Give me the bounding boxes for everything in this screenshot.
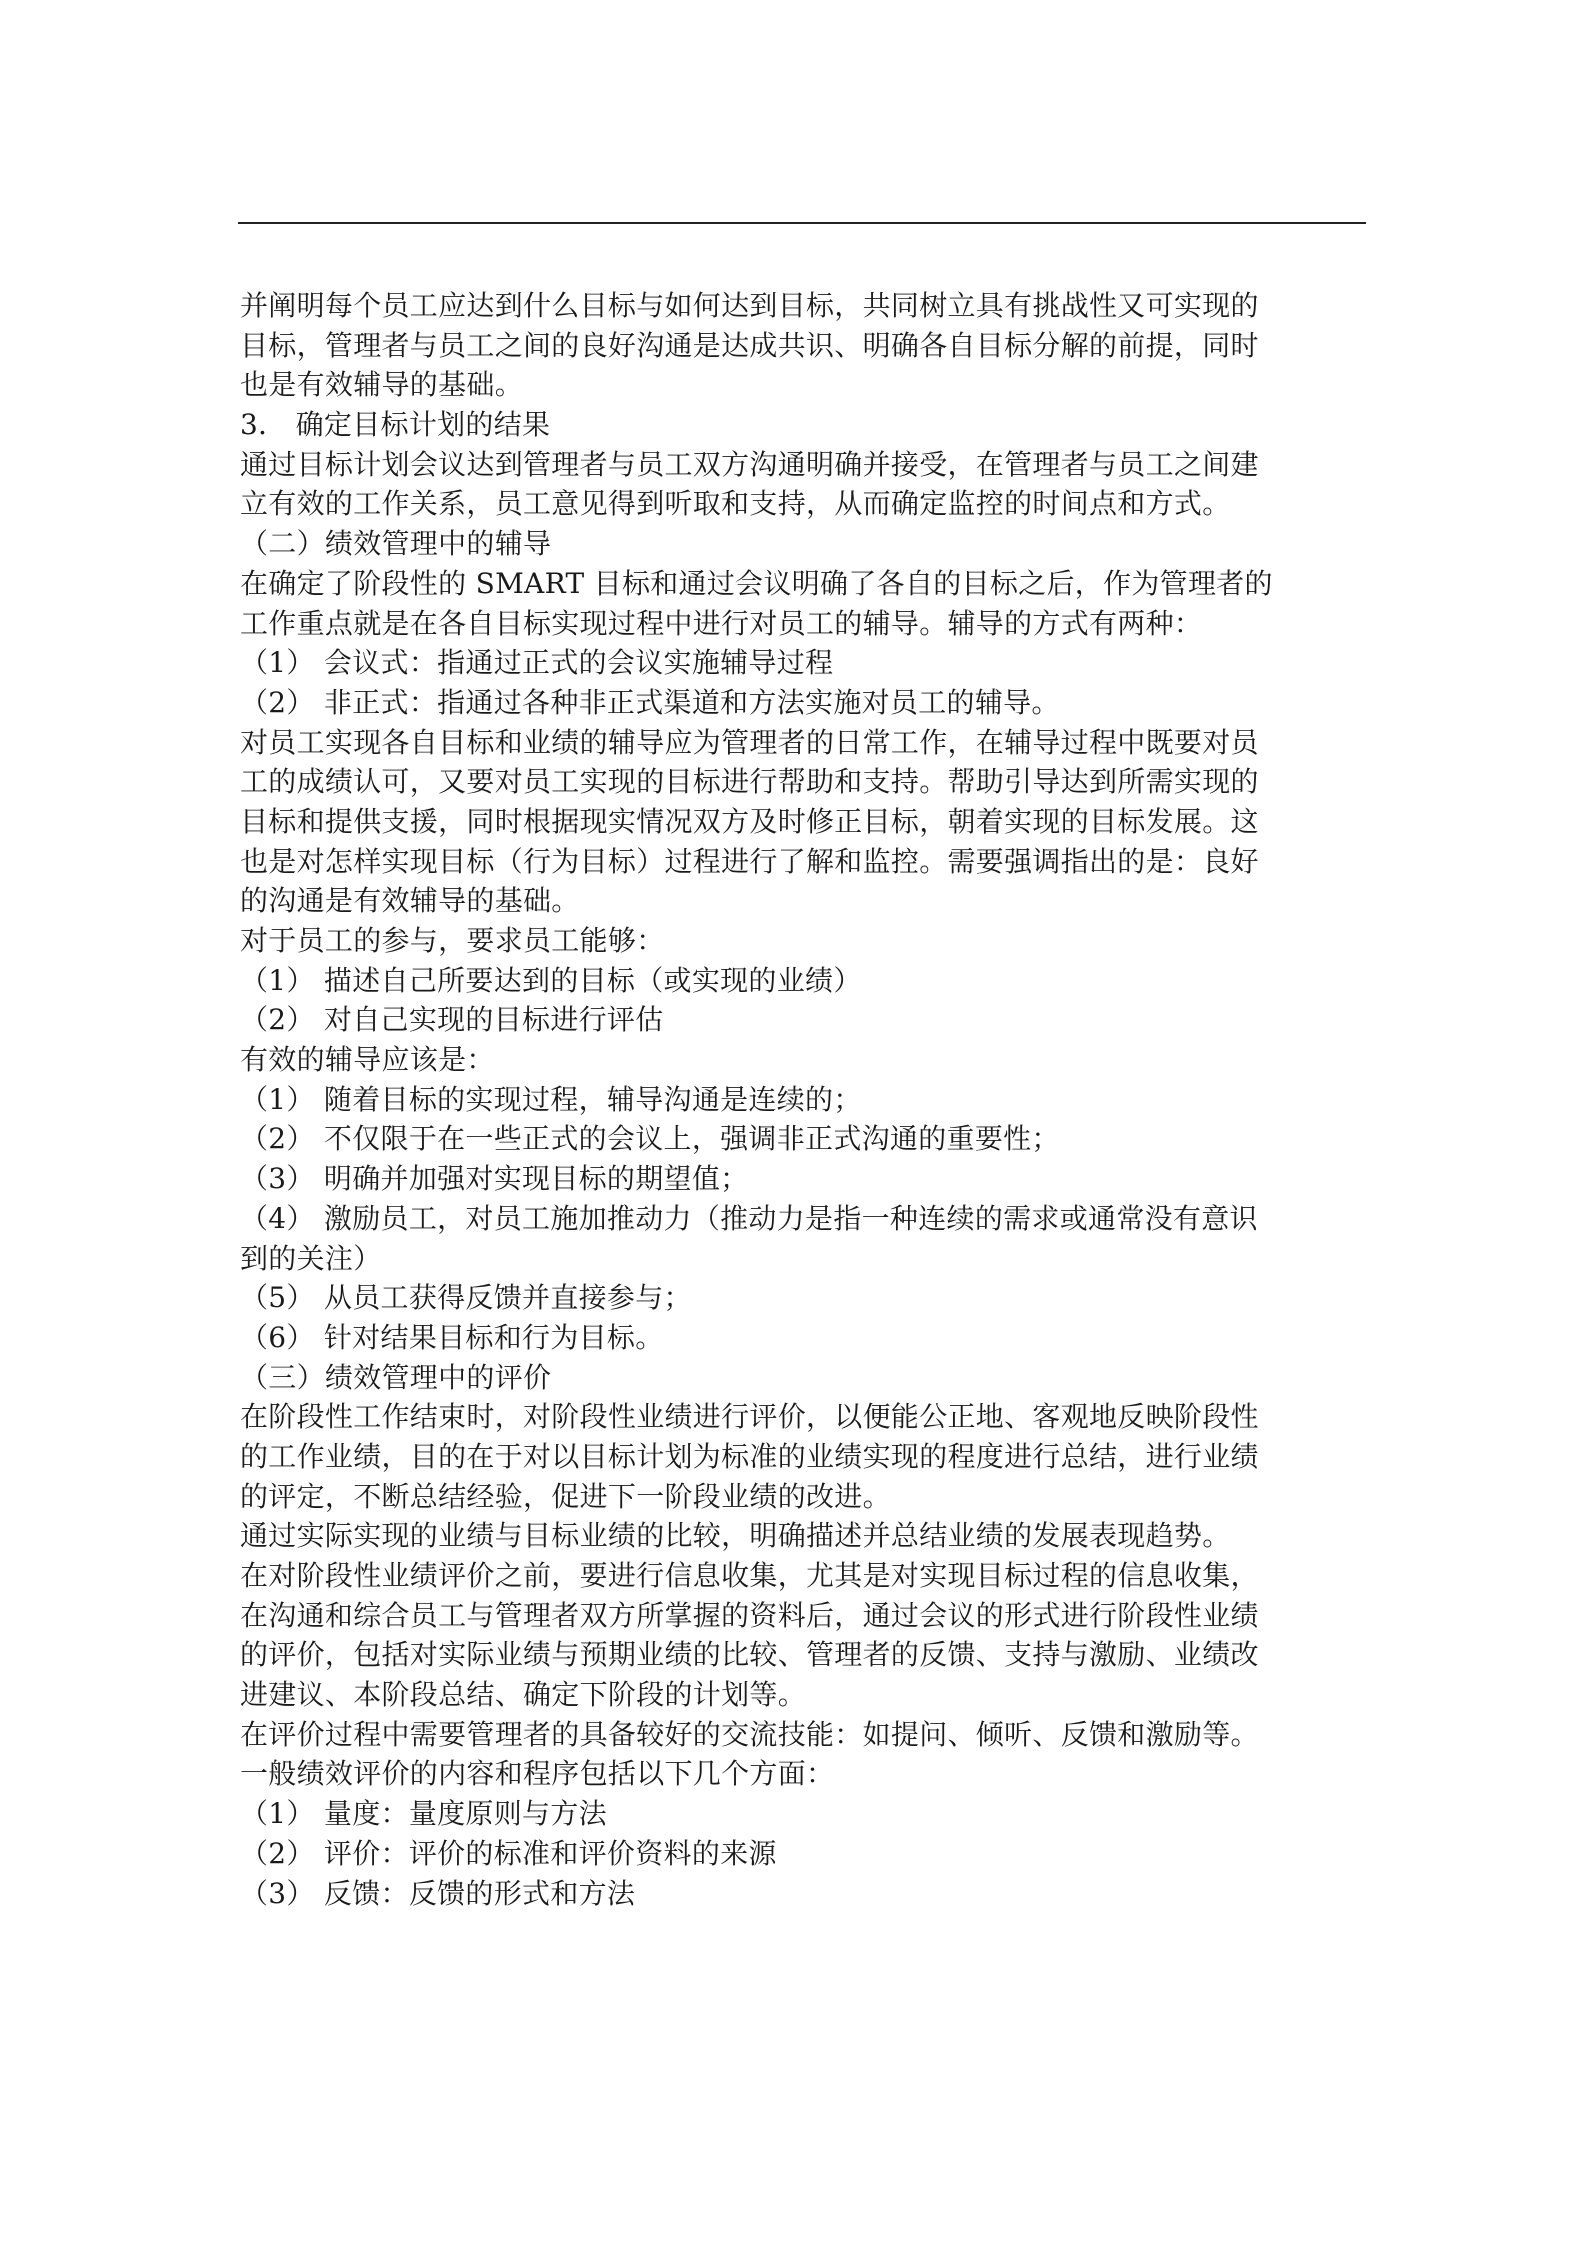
list-item: （2） 非正式：指通过各种非正式渠道和方法实施对员工的辅导。 bbox=[240, 685, 1060, 719]
list-item: （5） 从员工获得反馈并直接参与； bbox=[240, 1281, 692, 1315]
text-line: 工的成绩认可，又要对员工实现的目标进行帮助和支持。帮助引导达到所需实现的 bbox=[240, 765, 1259, 799]
list-item: （3） 反馈：反馈的形式和方法 bbox=[240, 1876, 636, 1910]
text-line: 到的关注） bbox=[240, 1241, 382, 1275]
text-line: 在对阶段性业绩评价之前，要进行信息收集，尤其是对实现目标过程的信息收集， bbox=[240, 1559, 1259, 1592]
text-line: 一般绩效评价的内容和程序包括以下几个方面： bbox=[240, 1757, 835, 1791]
text-line: 也是对怎样实现目标（行为目标）过程进行了解和监控。需要强调指出的是：良好 bbox=[240, 844, 1259, 878]
text-line: 在确定了阶段性的 SMART 目标和通过会议明确了各自的目标之后，作为管理者的 bbox=[240, 566, 1273, 600]
list-item: （1） 随着目标的实现过程，辅导沟通是连续的； bbox=[240, 1082, 862, 1116]
list-item: （2） 评价：评价的标准和评价资料的来源 bbox=[240, 1836, 777, 1870]
text-line: 也是有效辅导的基础。 bbox=[240, 368, 524, 402]
text-line: 并阐明每个员工应达到什么目标与如何达到目标，共同树立具有挑战性又可实现的 bbox=[240, 289, 1259, 322]
text-line: 通过目标计划会议达到管理者与员工双方沟通明确并接受，在管理者与员工之间建 bbox=[240, 447, 1259, 481]
text-line: 在阶段性工作结束时，对阶段性业绩进行评价，以便能公正地、客观地反映阶段性 bbox=[240, 1400, 1259, 1434]
text-line: 的工作业绩，目的在于对以目标计划为标准的业绩实现的程度进行总结，进行业绩 bbox=[240, 1439, 1259, 1473]
section-heading: （二）绩效管理中的辅导 bbox=[240, 527, 552, 561]
document-body bbox=[240, 286, 1370, 1913]
list-item: （6） 针对结果目标和行为目标。 bbox=[240, 1320, 664, 1354]
text-line: 进建议、本阶段总结、确定下阶段的计划等。 bbox=[240, 1678, 807, 1712]
list-item: （1） 量度：量度原则与方法 bbox=[240, 1797, 607, 1831]
list-item: （2） 对自己实现的目标进行评估 bbox=[240, 1003, 664, 1037]
header-rule bbox=[238, 222, 1366, 224]
text-line: 目标和提供支援，同时根据现实情况双方及时修正目标，朝着实现的目标发展。这 bbox=[240, 804, 1259, 838]
list-item: （2） 不仅限于在一些正式的会议上，强调非正式沟通的重要性； bbox=[240, 1122, 1060, 1156]
text-line: 通过实际实现的业绩与目标业绩的比较，明确描述并总结业绩的发展表现趋势。 bbox=[240, 1519, 1231, 1553]
list-item: （3） 明确并加强对实现目标的期望值； bbox=[240, 1162, 749, 1196]
list-item: （4） 激励员工，对员工施加推动力（推动力是指一种连续的需求或通常没有意识 bbox=[240, 1201, 1258, 1235]
text-line: 的评价，包括对实际业绩与预期业绩的比较、管理者的反馈、支持与激励、业绩改 bbox=[240, 1638, 1259, 1672]
text-line: 对员工实现各自目标和业绩的辅导应为管理者的日常工作，在辅导过程中既要对员 bbox=[240, 725, 1259, 759]
text-line: 的沟通是有效辅导的基础。 bbox=[240, 884, 580, 918]
list-item: （1） 描述自己所要达到的目标（或实现的业绩） bbox=[240, 963, 862, 997]
text-line: 工作重点就是在各自目标实现过程中进行对员工的辅导。辅导的方式有两种： bbox=[240, 606, 1203, 640]
text-line: 目标，管理者与员工之间的良好沟通是达成共识、明确各自目标分解的前提，同时 bbox=[240, 328, 1259, 362]
text-line: 立有效的工作关系，员工意见得到听取和支持，从而确定监控的时间点和方式。 bbox=[240, 487, 1231, 521]
text-line: 的评定，不断总结经验，促进下一阶段业绩的改进。 bbox=[240, 1479, 891, 1513]
section-heading: （三）绩效管理中的评价 bbox=[240, 1360, 552, 1394]
list-item: （1） 会议式：指通过正式的会议实施辅导过程 bbox=[240, 646, 834, 680]
text-line: 对于员工的参与，要求员工能够： bbox=[240, 924, 665, 957]
text-line: 有效的辅导应该是： bbox=[240, 1043, 495, 1077]
section-heading: 3． 确定目标计划的结果 bbox=[240, 408, 551, 442]
text-line: 在沟通和综合员工与管理者双方所掌握的资料后，通过会议的形式进行阶段性业绩 bbox=[240, 1598, 1259, 1632]
text-line: 在评价过程中需要管理者的具备较好的交流技能：如提问、倾听、反馈和激励等。 bbox=[240, 1717, 1259, 1751]
